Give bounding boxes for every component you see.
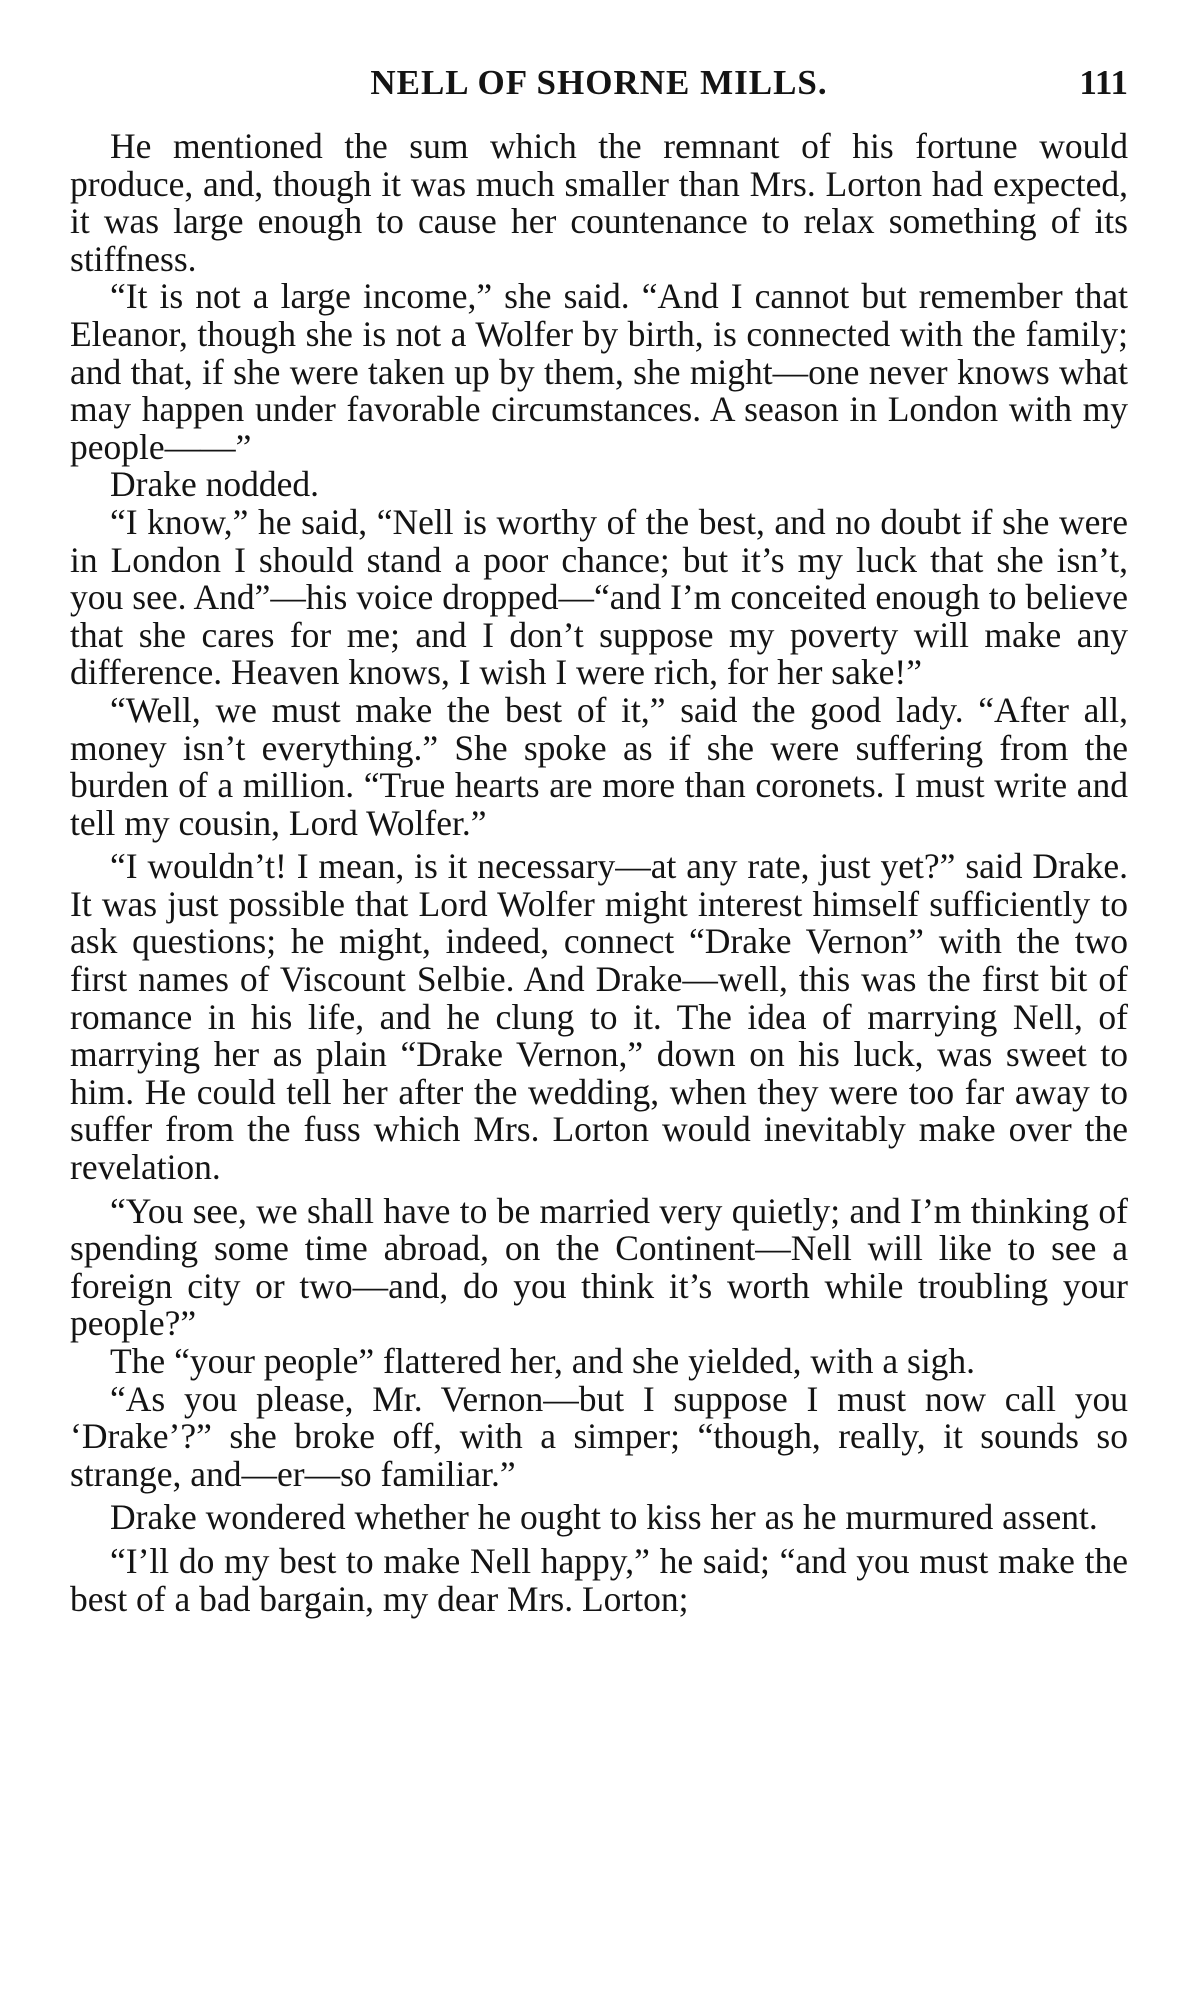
paragraph: “I know,” he said, “Nell is worthy of the best, and no doubt if she were in London I should stand a poor chance; but it’s my luck that she isn’t, you see. And”—his voice dropped—“and I’m conceited enough to believe that she cares for me; and I don’t suppose my poverty will make any difference. Heaven knows, I wish I were rich, for her sake!” — [70, 501, 1128, 693]
paragraph: Drake nodded. — [110, 464, 319, 505]
body-text — [70, 128, 1128, 1618]
paragraph: He mentioned the sum which the remnant of his fortune would produce, and, though it was much smaller than Mrs. Lorton had expected, it was large enough to cause her countenance to relax something of its stiffness. — [70, 126, 1128, 279]
paragraph: The “your people” flattered her, and she yielded, with a sigh. — [110, 1341, 976, 1381]
running-title: NELL OF SHORNE MILLS. — [370, 63, 828, 102]
paragraph: “You see, we shall have to be married very quietly; and I’m thinking of spending some time abroad, on the Continent—Nell will like to see a foreign city or two—and, do you think it’s worth while troubling your people?” — [70, 1190, 1128, 1344]
paragraph: “Well, we must make the best of it,” said the good lady. “After all, money isn’t everything.” She spoke as if she were suffering from the burden of a million. “True hearts are more than coronets. I must write and tell my cousin, Lord Wolfer.” — [70, 689, 1128, 843]
paragraph: “I’ll do my best to make Nell happy,” he said; “and you must make the best of a bad bargain, my dear Mrs. Lorton; — [70, 1540, 1128, 1619]
running-head — [70, 58, 1128, 108]
paragraph: “I wouldn’t! I mean, is it necessary—at any rate, just yet?” said Drake. It was just possible that Lord Wolfer might interest himself sufficiently to ask questions; he might, indeed, connect “Drake Vernon” with the two first names of Viscount Selbie. And Drake—well, this was the first bit of romance in his life, and he clung to it. The idea of marrying Nell, of marrying her as plain “Drake Vernon,” down on his luck, was sweet to him. He could tell her after the wedding, when they were too far away to suffer from the fuss which Mrs. Lorton would inevitably make over the revelation. — [70, 846, 1128, 1188]
paragraph: Drake wondered whether he ought to kiss her as he murmured assent. — [110, 1497, 1098, 1538]
paragraph: “As you please, Mr. Vernon—but I suppose I must now call you ‘Drake’?” she broke off, with a simper; “though, really, it sounds so strange, and—er—so familiar.” — [70, 1378, 1128, 1494]
page-number: 111 — [1079, 63, 1128, 102]
paragraph: “It is not a large income,” she said. “And I cannot but remember that Eleanor, though she is not a Wolfer by birth, is connected with the family; and that, if she were taken up by them, she might—one never knows what may happen under favorable circumstances. A season in London with my people——” — [70, 276, 1128, 467]
